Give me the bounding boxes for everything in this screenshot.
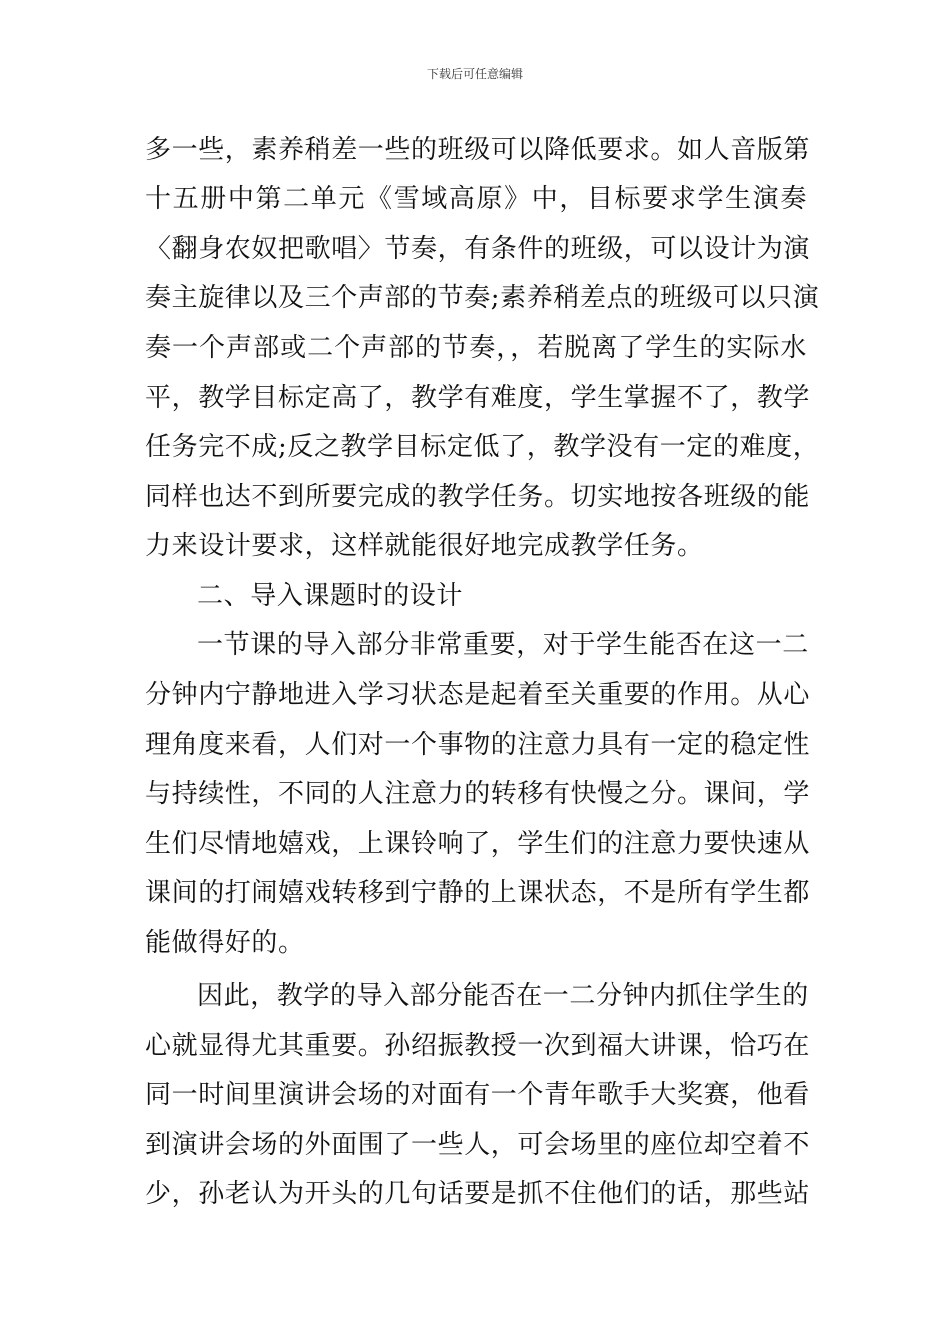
text-line: 同样也达不到所要完成的教学任务。切实地按各班级的能 — [145, 482, 811, 512]
text-line: 因此，教学的导入部分能否在一二分钟内抓住学生的 — [197, 981, 809, 1011]
section-heading: 二、导入课题时的设计 — [197, 581, 464, 611]
text-line: 同一时间里演讲会场的对面有一个青年歌手大奖赛，他看 — [145, 1080, 811, 1110]
text-line: 课间的打闹嬉戏转移到宁静的上课状态，不是所有学生都 — [145, 878, 811, 908]
page-header: 下载后可任意编辑 — [426, 67, 523, 81]
text-line: 生们尽情地嬉戏，上课铃响了，学生们的注意力要快速从 — [145, 829, 811, 859]
text-line: 分钟内宁静地进入学习状态是起着至关重要的作用。从心 — [145, 680, 811, 710]
text-line: 力来设计要求，这样就能很好地完成教学任务。 — [145, 531, 704, 561]
text-line: 平，教学目标定高了，教学有难度，学生掌握不了，教学 — [145, 383, 811, 413]
text-line: 奏主旋律以及三个声部的节奏;素养稍差点的班级可以只演 — [145, 283, 820, 313]
text-line: 到演讲会场的外面围了一些人，可会场里的座位却空着不 — [145, 1130, 811, 1160]
text-line: 一节课的导入部分非常重要，对于学生能否在这一二 — [197, 630, 809, 660]
text-line: 十五册中第二单元《雪域高原》中，目标要求学生演奏 — [145, 184, 807, 214]
text-line: 与持续性，不同的人注意力的转移有快慢之分。课间，学 — [145, 779, 811, 809]
text-line: 奏一个声部或二个声部的节奏，，若脱离了学生的实际水 — [145, 333, 807, 363]
text-line: 能做得好的。 — [145, 928, 305, 958]
text-line: 心就显得尤其重要。孙绍振教授一次到福大讲课，恰巧在 — [145, 1031, 811, 1061]
text-line: 多一些，素养稍差一些的班级可以降低要求。如人音版第 — [145, 135, 811, 165]
text-line: 少，孙老认为开头的几句话要是抓不住他们的话，那些站 — [145, 1179, 811, 1209]
text-line: 理角度来看，人们对一个事物的注意力具有一定的稳定性 — [145, 730, 811, 760]
text-line: 〈翻身农奴把歌唱〉节奏，有条件的班级，可以设计为演 — [145, 234, 811, 264]
text-line: 任务完不成;反之教学目标定低了，教学没有一定的难度， — [145, 432, 820, 462]
